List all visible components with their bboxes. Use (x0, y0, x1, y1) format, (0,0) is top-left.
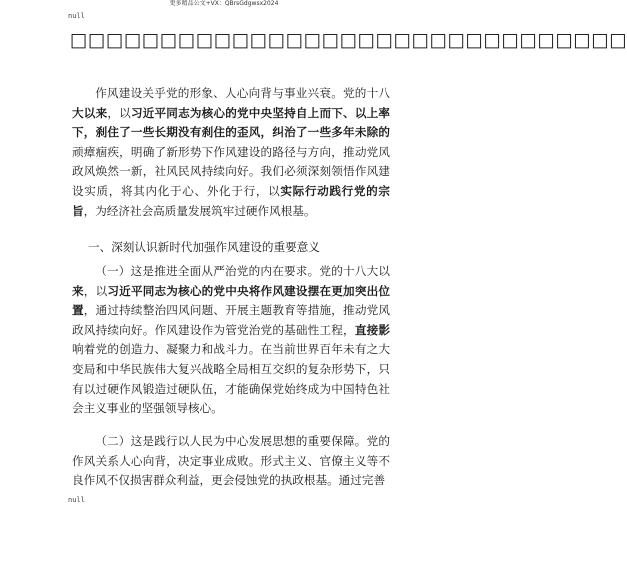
intro-paragraph: 作风建设关乎党的形象、人心向背与事业兴衰。党的十八大以来，以习近平同志为核心的党中央坚持自上而下、以上率下，刹住了一些长期没有刹住的歪风，纠治了一些多年未除的顽瘴痼疾，明确了新形势下作风建设的路径与方向，推动党风政风焕然一新，社风民风持续向好。我们必须深刻领悟作风建设实质，将其内化于心、外化于行，以实际行动践行党的宗旨，为经济社会高质量发展筑牢过硬作风根基。 (72, 86, 390, 218)
null-marker-top: null (68, 12, 85, 20)
document-title: □□□□□□□□□□□□□□□□□□□□□□□□□□□□□□□ (70, 30, 627, 51)
null-marker-bottom: null (68, 496, 85, 504)
page-header: 更多精品公文+VX：QBrsGdgwsx2024 (169, 0, 279, 7)
section-heading-1: 一、深刻认识新时代加强作风建设的重要意义 (88, 240, 320, 254)
section-1-paragraph-1: （一）这是推进全面从严治党的内在要求。党的十八大以来，以习近平同志为核心的党中央将作风建设摆在更加突出位置，通过持续整治四风问题、开展主题教育等措施，推动党风政风持续向好。作风建设作为管党治党的基础性工程，直接影响着党的创造力、凝聚力和战斗力。在当前世界百年未有之大变局和中华民族伟大复兴战略全局相互交织的复杂形势下，只有以过硬作风锻造过硬队伍，才能确保党始终成为中国特色社会主义事业的坚强领导核心。 (72, 264, 390, 416)
section-1-paragraph-2: （二）这是践行以人民为中心发展思想的重要保障。党的作风关系人心向背，决定事业成败。形式主义、官僚主义等不良作风不仅损害群众利益，更会侵蚀党的执政根基。通过完善 (72, 434, 390, 488)
